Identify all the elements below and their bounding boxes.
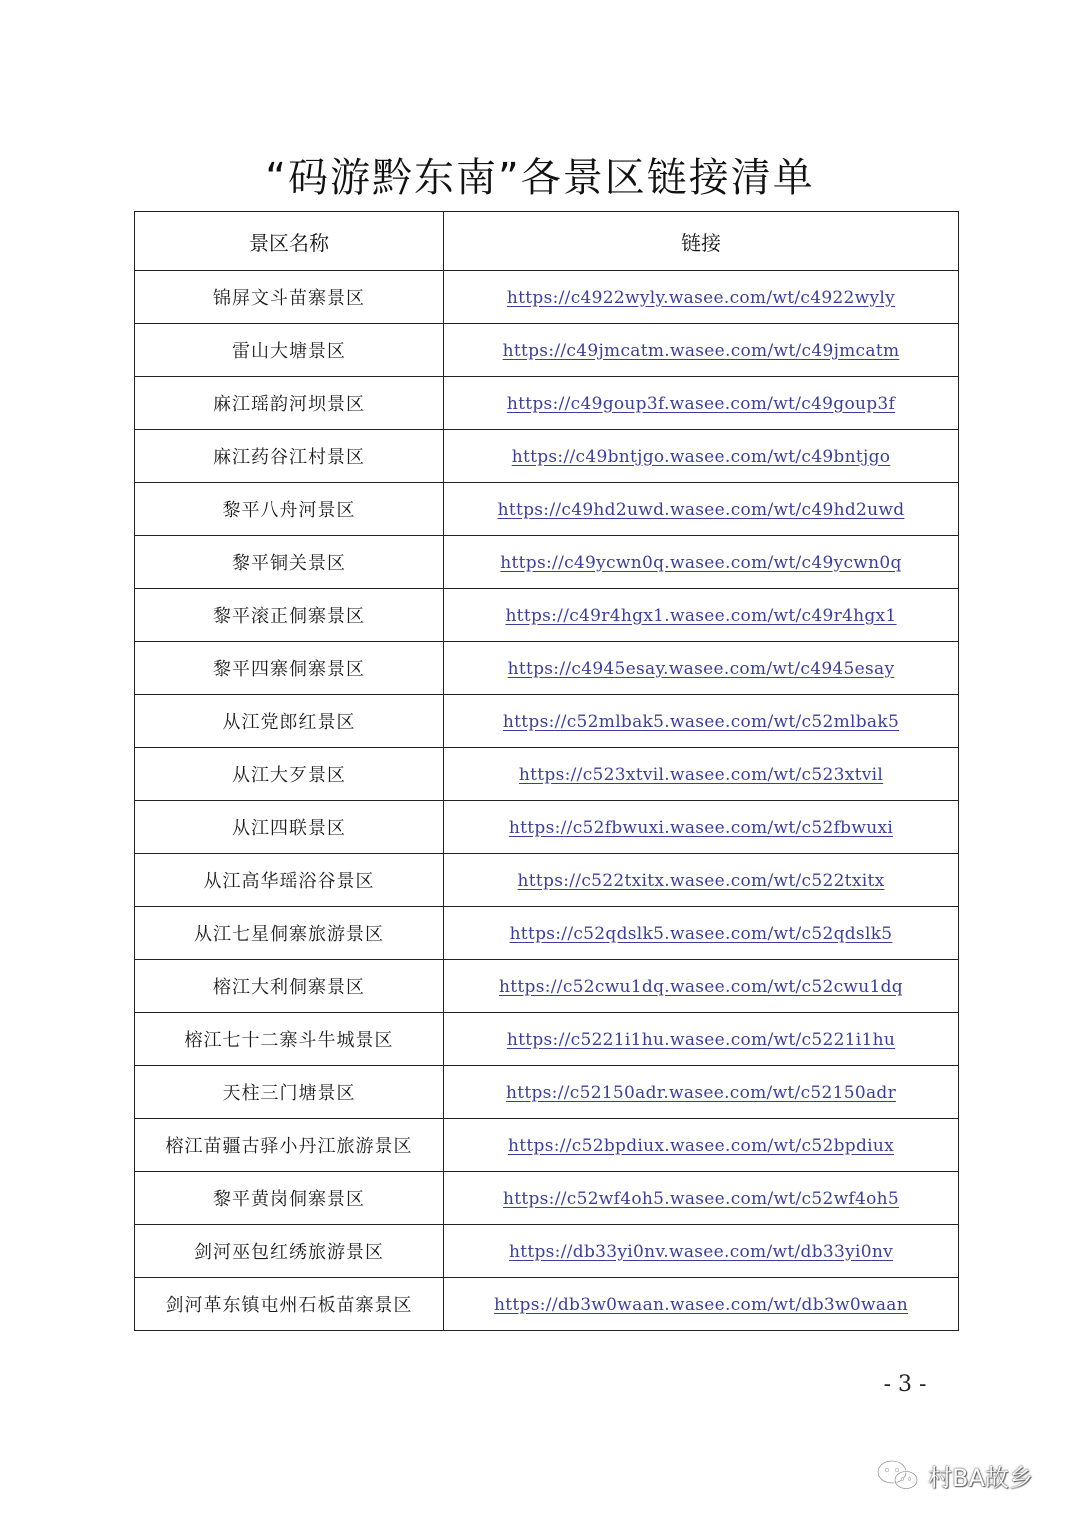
link-cell	[444, 1278, 959, 1331]
link-cell	[444, 695, 959, 748]
scenic-name: 麻江药谷江村景区	[135, 430, 444, 483]
scenic-link[interactable]: https://c49goup3f.wasee.com/wt/c49goup3f	[506, 393, 896, 414]
table-row	[135, 536, 959, 589]
link-cell	[444, 748, 959, 801]
scenic-name: 黎平铜关景区	[135, 536, 444, 589]
link-cell	[444, 377, 959, 430]
table-row	[135, 748, 959, 801]
scenic-name: 榕江七十二寨斗牛城景区	[135, 1013, 444, 1066]
scenic-link[interactable]: https://c523xtvil.wasee.com/wt/c523xtvil	[518, 764, 884, 785]
scenic-link[interactable]: https://c52fbwuxi.wasee.com/wt/c52fbwuxi	[508, 817, 894, 838]
link-cell	[444, 960, 959, 1013]
scenic-link[interactable]: https://c49ycwn0q.wasee.com/wt/c49ycwn0q	[500, 552, 902, 573]
scenic-name: 黎平八舟河景区	[135, 483, 444, 536]
link-cell	[444, 1066, 959, 1119]
scenic-name: 榕江大利侗寨景区	[135, 960, 444, 1013]
table-row	[135, 907, 959, 960]
header-scenic-name: 景区名称	[135, 212, 444, 271]
link-cell	[444, 483, 959, 536]
table-row	[135, 1172, 959, 1225]
table-row	[135, 589, 959, 642]
table-row	[135, 377, 959, 430]
wechat-icon	[876, 1458, 920, 1492]
link-cell	[444, 801, 959, 854]
table-row	[135, 324, 959, 377]
scenic-link[interactable]: https://db3w0waan.wasee.com/wt/db3w0waan	[494, 1294, 908, 1315]
link-cell	[444, 907, 959, 960]
link-cell	[444, 536, 959, 589]
table-row	[135, 642, 959, 695]
link-cell	[444, 1225, 959, 1278]
table-row	[135, 1119, 959, 1172]
table-row	[135, 271, 959, 324]
watermark-text: 村BA故乡	[928, 1463, 1033, 1492]
scenic-name: 黎平四寨侗寨景区	[135, 642, 444, 695]
link-cell	[444, 589, 959, 642]
link-cell	[444, 271, 959, 324]
table-row	[135, 1066, 959, 1119]
watermark	[876, 1455, 1033, 1495]
scenic-name: 黎平滚正侗寨景区	[135, 589, 444, 642]
link-cell	[444, 1119, 959, 1172]
scenic-name: 黎平黄岗侗寨景区	[135, 1172, 444, 1225]
link-cell	[444, 1172, 959, 1225]
scenic-link[interactable]: https://c52150adr.wasee.com/wt/c52150adr	[505, 1082, 897, 1103]
table-row	[135, 695, 959, 748]
scenic-link[interactable]: https://c49jmcatm.wasee.com/wt/c49jmcatm	[502, 340, 900, 361]
page-title: “码游黔东南”各景区链接清单	[265, 155, 815, 201]
link-cell	[444, 324, 959, 377]
scenic-link[interactable]: https://c52bpdiux.wasee.com/wt/c52bpdiux	[508, 1135, 894, 1156]
table-body	[135, 271, 959, 1331]
scenic-link[interactable]: https://c52mlbak5.wasee.com/wt/c52mlbak5	[502, 711, 900, 732]
table-row	[135, 854, 959, 907]
scenic-name: 榕江苗疆古驿小丹江旅游景区	[135, 1119, 444, 1172]
scenic-link[interactable]: https://c522txitx.wasee.com/wt/c522txitx	[517, 870, 885, 891]
table-header-row	[135, 212, 959, 271]
header-link: 链接	[444, 212, 959, 271]
scenic-link[interactable]: https://c52wf4oh5.wasee.com/wt/c52wf4oh5	[502, 1188, 900, 1209]
link-cell	[444, 430, 959, 483]
link-cell	[444, 854, 959, 907]
scenic-name: 雷山大塘景区	[135, 324, 444, 377]
table-row	[135, 1013, 959, 1066]
scenic-name: 从江七星侗寨旅游景区	[135, 907, 444, 960]
table-row	[135, 1278, 959, 1331]
scenic-links-table	[134, 211, 959, 1331]
table-row	[135, 1225, 959, 1278]
scenic-link[interactable]: https://c4945esay.wasee.com/wt/c4945esay	[507, 658, 895, 679]
scenic-link[interactable]: https://c49hd2uwd.wasee.com/wt/c49hd2uwd	[497, 499, 905, 520]
table-row	[135, 801, 959, 854]
table-row	[135, 430, 959, 483]
scenic-name: 天柱三门塘景区	[135, 1066, 444, 1119]
scenic-name: 从江大歹景区	[135, 748, 444, 801]
link-cell	[444, 1013, 959, 1066]
link-cell	[444, 642, 959, 695]
scenic-link[interactable]: https://c52cwu1dq.wasee.com/wt/c52cwu1dq	[499, 976, 903, 997]
scenic-name: 锦屏文斗苗寨景区	[135, 271, 444, 324]
scenic-name: 从江党郎红景区	[135, 695, 444, 748]
scenic-link[interactable]: https://c49bntjgo.wasee.com/wt/c49bntjgo	[511, 446, 891, 467]
scenic-link[interactable]: https://c52qdslk5.wasee.com/wt/c52qdslk5	[509, 923, 893, 944]
scenic-name: 从江高华瑶浴谷景区	[135, 854, 444, 907]
page-number: - 3 -	[883, 1372, 927, 1397]
scenic-link[interactable]: https://c5221i1hu.wasee.com/wt/c5221i1hu	[506, 1029, 896, 1050]
scenic-name: 麻江瑶韵河坝景区	[135, 377, 444, 430]
scenic-link[interactable]: https://c4922wyly.wasee.com/wt/c4922wyly	[506, 287, 896, 308]
scenic-name: 剑河巫包红绣旅游景区	[135, 1225, 444, 1278]
scenic-name: 剑河革东镇屯州石板苗寨景区	[135, 1278, 444, 1331]
scenic-link[interactable]: https://db33yi0nv.wasee.com/wt/db33yi0nv	[508, 1241, 894, 1262]
scenic-name: 从江四联景区	[135, 801, 444, 854]
table-row	[135, 960, 959, 1013]
table-row	[135, 483, 959, 536]
scenic-link[interactable]: https://c49r4hgx1.wasee.com/wt/c49r4hgx1	[505, 605, 897, 626]
